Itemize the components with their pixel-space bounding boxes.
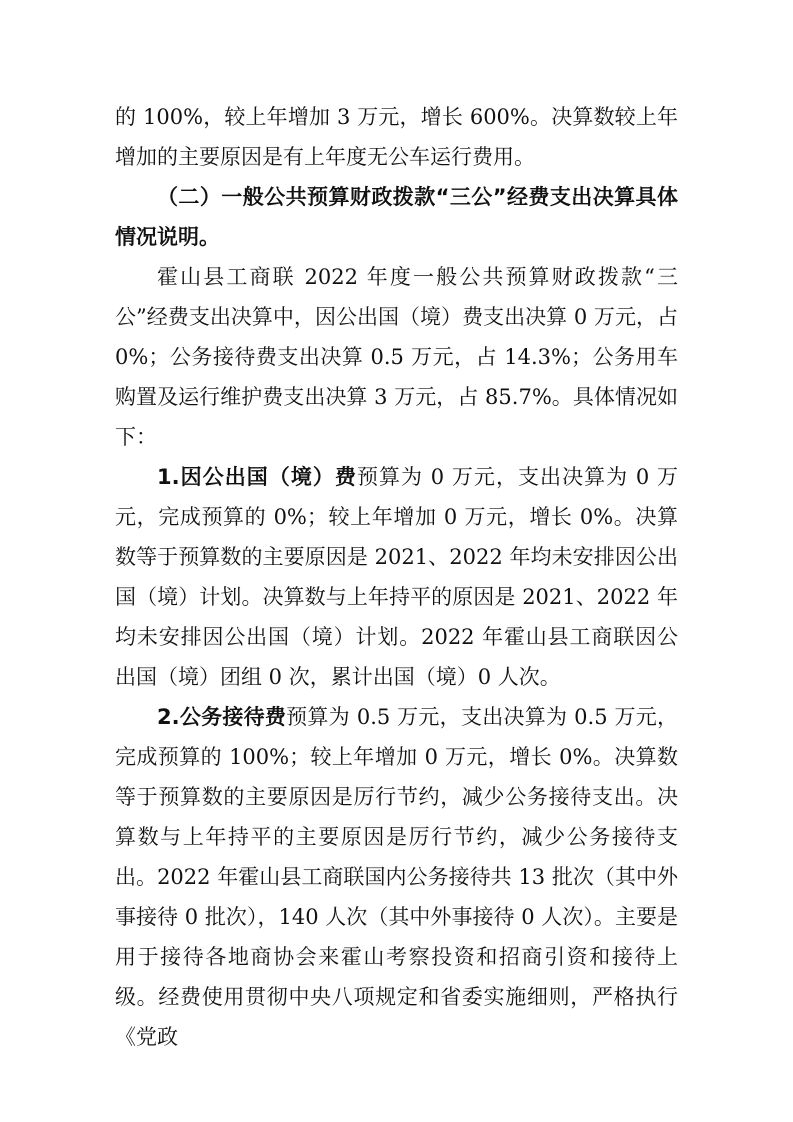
paragraph-item-1	[115, 457, 678, 697]
paragraph-summary: 霍山县工商联 2022 年度一般公共预算财政拨款“三公”经费支出决算中，因公出国（境）费支出决算 0 万元，占 0%；公务接待费支出决算 0.5 万元，占 14.3%；公务用车购置及运行维护费支出决算 3 万元，占 85.7%。具体情况如下：	[115, 265, 678, 449]
item-2-body: 预算为 0.5 万元，支出决算为 0.5 万元，完成预算的 100%；较上年增加 0 万元，增长 0%。决算数等于预算数的主要原因是厉行节约，减少公务接待支出。决算数与上年持平的主要原因是厉行节约，减少公务接待支出。2022 年霍山县工商联国内公务接待共 13 批次（其中外事接待 0 批次），140 人次（其中外事接待 0 人次）。主要是用于接待各地商协会来霍山考察投资和招商引资和接待上级。经费使用贯彻中央八项规定和省委实施细则，严格执行《党政	[115, 705, 678, 1049]
item-1-lead: 1.因公出国（境）费	[157, 465, 357, 489]
section-heading: （二）一般公共预算财政拨款“三公”经费支出决算具体情况说明。	[115, 185, 678, 249]
item-1-body: 预算为 0 万元，支出决算为 0 万元，完成预算的 0%；较上年增加 0 万元，增长 0%。决算数等于预算数的主要原因是 2021、2022 年均未安排因公出国（境）计划。决算数与上年持平的原因是 2021、2022 年均未安排因公出国（境）计划。2022 年霍山县工商联因公出国（境）团组 0 次，累计出国（境）0 人次。	[115, 465, 679, 689]
paragraph-continuation: 的 100%，较上年增加 3 万元，增长 600%。决算数较上年增加的主要原因是有上年度无公车运行费用。	[115, 105, 678, 169]
paragraph-item-2	[115, 697, 678, 1057]
item-2-lead: 2.公务接待费	[157, 705, 287, 729]
